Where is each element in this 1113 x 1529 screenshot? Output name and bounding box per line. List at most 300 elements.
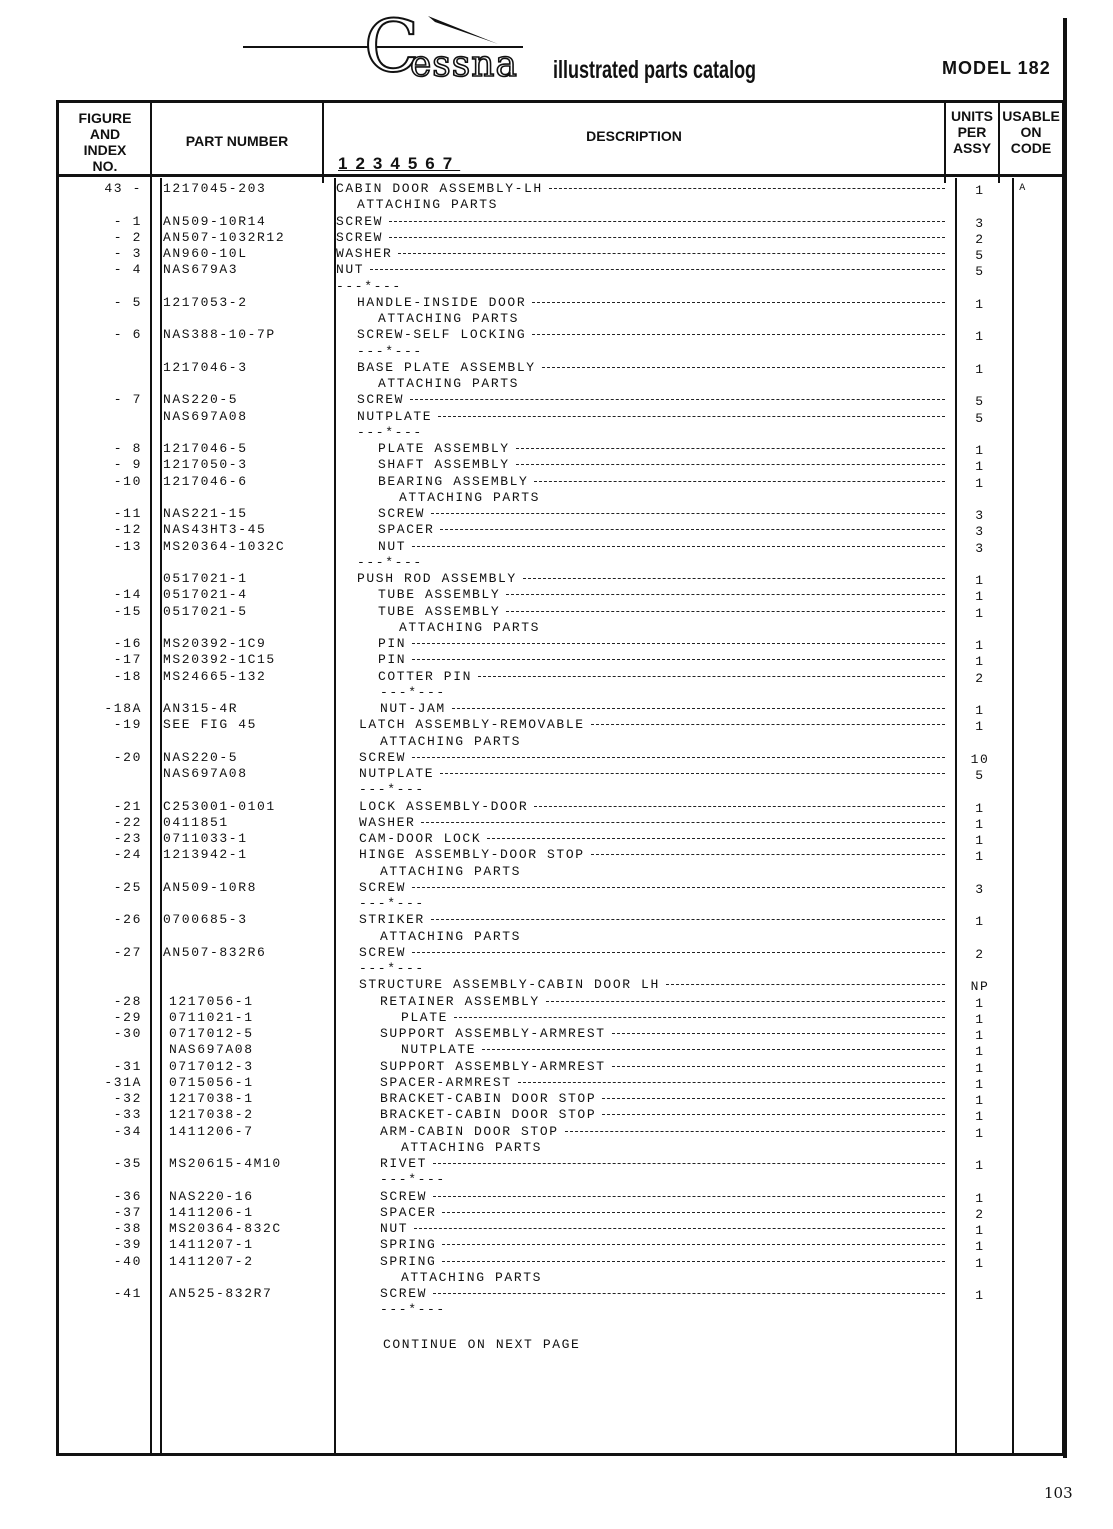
- row-description: [380, 1107, 945, 1122]
- row-description: [359, 912, 945, 927]
- row-description-text: ATTACHING PARTS: [401, 1140, 543, 1155]
- row-units: 5: [975, 768, 985, 783]
- col-divider-figure: [150, 103, 152, 1453]
- row-description: [336, 214, 945, 229]
- row-usable-code: A: [1019, 183, 1027, 194]
- row-part-number: NAS388-10-7P: [163, 327, 276, 342]
- row-description-text: NUT: [336, 262, 365, 277]
- row-leader-line: [412, 643, 945, 644]
- row-leader-line: [412, 952, 945, 953]
- row-description: [380, 685, 945, 700]
- row-leader-line: [389, 221, 945, 222]
- row-units: 1: [975, 654, 985, 669]
- row-leader-line: [549, 188, 945, 189]
- row-units: 3: [975, 216, 985, 231]
- row-index: -30: [113, 1026, 142, 1041]
- row-part-number: 1411207-1: [169, 1237, 254, 1252]
- row-description: [359, 750, 945, 765]
- row-description: [359, 945, 945, 960]
- row-index: -13: [113, 539, 142, 554]
- row-leader-line: [410, 399, 945, 400]
- row-description: [380, 1189, 945, 1204]
- row-description: [359, 977, 945, 992]
- row-description: [357, 197, 945, 212]
- row-description-text: BEARING ASSEMBLY: [378, 474, 529, 489]
- row-description-text: SUPPORT ASSEMBLY-ARMREST: [380, 1059, 606, 1074]
- row-part-number: MS20364-832C: [169, 1221, 282, 1236]
- row-description: [401, 1270, 945, 1285]
- row-index: -32: [113, 1091, 142, 1106]
- row-part-number: 0715056-1: [169, 1075, 254, 1090]
- row-part-number: 1217050-3: [163, 457, 248, 472]
- row-leader-line: [602, 1098, 945, 1099]
- row-description: [359, 896, 945, 911]
- row-index: -24: [113, 847, 142, 862]
- row-leader-line: [438, 416, 945, 417]
- row-units: 3: [975, 541, 985, 556]
- row-part-number: 0711021-1: [169, 1010, 254, 1025]
- row-description-text: SPRING: [380, 1254, 437, 1269]
- row-description: [336, 279, 945, 294]
- row-index: - 6: [113, 327, 142, 342]
- row-description: [357, 571, 945, 586]
- row-description-text: WASHER: [336, 246, 393, 261]
- row-description-text: TUBE ASSEMBLY: [378, 604, 501, 619]
- row-description-text: SPRING: [380, 1237, 437, 1252]
- row-units: 1: [975, 459, 985, 474]
- row-description-text: SCREW: [357, 392, 405, 407]
- row-index: -18A: [104, 701, 142, 716]
- row-description-text: ---*---: [380, 1172, 446, 1187]
- continue-note: CONTINUE ON NEXT PAGE: [383, 1337, 581, 1352]
- row-description-text: SCREW-SELF LOCKING: [357, 327, 527, 342]
- row-leader-line: [591, 854, 945, 855]
- row-part-number: AN507-832R6: [163, 945, 267, 960]
- row-leader-line: [442, 1261, 945, 1262]
- header-figure: FIGURE AND INDEX NO.: [78, 110, 132, 174]
- header-units: UNITS PER ASSY: [951, 108, 993, 156]
- row-leader-line: [412, 659, 945, 660]
- header-description: DESCRIPTION: [586, 128, 682, 144]
- row-units: 1: [975, 1028, 985, 1043]
- row-index: - 1: [113, 214, 142, 229]
- row-part-number: NAS220-16: [169, 1189, 254, 1204]
- row-description-text: SCREW: [359, 750, 407, 765]
- row-units: 1: [975, 1044, 985, 1059]
- row-leader-line: [412, 546, 945, 547]
- row-part-number: 1217046-5: [163, 441, 248, 456]
- row-part-number: NAS220-5: [163, 750, 239, 765]
- row-description-text: ---*---: [357, 425, 423, 440]
- page-right-rule: [1063, 18, 1067, 1458]
- row-index: -25: [113, 880, 142, 895]
- row-leader-line: [612, 1066, 945, 1067]
- row-description: [359, 766, 945, 781]
- row-description: [380, 1237, 945, 1252]
- row-leader-line: [482, 1049, 945, 1050]
- row-description-text: WASHER: [359, 815, 416, 830]
- row-part-number: 1411206-7: [169, 1124, 254, 1139]
- row-description: [378, 522, 945, 537]
- brand-initial: C: [364, 4, 420, 88]
- row-index: -14: [113, 587, 142, 602]
- row-units: 1: [975, 476, 985, 491]
- row-description-text: NUT: [378, 539, 407, 554]
- row-units: 2: [975, 671, 985, 686]
- row-part-number: 0517021-5: [163, 604, 248, 619]
- row-index: -18: [113, 669, 142, 684]
- row-index: -35: [113, 1156, 142, 1171]
- row-index: -37: [113, 1205, 142, 1220]
- row-part-number: 0717012-3: [169, 1059, 254, 1074]
- row-units: 10: [970, 752, 990, 767]
- row-description: [380, 1302, 945, 1317]
- row-part-number: 0411851: [163, 815, 229, 830]
- header-usable: USABLE ON CODE: [1002, 108, 1060, 156]
- row-description: [401, 1140, 945, 1155]
- row-leader-line: [532, 302, 945, 303]
- catalog-title: illustrated parts catalog: [553, 56, 757, 84]
- row-description-text: ATTACHING PARTS: [399, 490, 541, 505]
- catalog-header: [0, 0, 1113, 95]
- header-part-number: PART NUMBER: [185, 133, 289, 149]
- row-leader-line: [478, 676, 945, 677]
- row-description: [378, 474, 945, 489]
- row-leader-line: [516, 448, 945, 449]
- row-description-text: SPACER: [380, 1205, 437, 1220]
- row-leader-line: [442, 1212, 945, 1213]
- row-leader-line: [370, 269, 945, 270]
- row-units: 3: [975, 524, 985, 539]
- row-part-number: 0517021-4: [163, 587, 248, 602]
- row-description: [401, 1010, 945, 1025]
- row-units: 1: [975, 1223, 985, 1238]
- row-units: 2: [975, 1207, 985, 1222]
- row-leader-line: [421, 822, 945, 823]
- row-units: 3: [975, 508, 985, 523]
- row-part-number: 0700685-3: [163, 912, 248, 927]
- row-part-number: NAS697A08: [163, 766, 248, 781]
- row-description: [336, 181, 945, 196]
- row-description-text: SCREW: [380, 1189, 428, 1204]
- col-divider-units: [1012, 178, 1014, 1454]
- row-units: 1: [975, 1239, 985, 1254]
- row-description: [378, 506, 945, 521]
- row-part-number: NAS221-15: [163, 506, 248, 521]
- row-part-number: 1217053-2: [163, 295, 248, 310]
- row-index: - 8: [113, 441, 142, 456]
- header-rule: [59, 174, 1062, 177]
- row-description-text: ---*---: [380, 1302, 446, 1317]
- row-units: 1: [975, 719, 985, 734]
- row-description-text: SCREW: [336, 230, 384, 245]
- row-index: -17: [113, 652, 142, 667]
- row-units: 1: [975, 833, 985, 848]
- row-leader-line: [518, 1082, 945, 1083]
- indent-scale: 1234567: [338, 154, 461, 173]
- row-units: 1: [975, 297, 985, 312]
- row-units: 1: [975, 1061, 985, 1076]
- row-description-text: STRUCTURE ASSEMBLY-CABIN DOOR LH: [359, 977, 660, 992]
- row-leader-line: [506, 594, 945, 595]
- row-description: [378, 376, 945, 391]
- row-index: -40: [113, 1254, 142, 1269]
- row-description-text: HINGE ASSEMBLY-DOOR STOP: [359, 847, 585, 862]
- row-description-text: TUBE ASSEMBLY: [378, 587, 501, 602]
- row-leader-line: [433, 1196, 945, 1197]
- row-description: [380, 1205, 945, 1220]
- row-leader-line: [431, 919, 945, 920]
- row-part-number: 0717012-5: [169, 1026, 254, 1041]
- row-units: 3: [975, 882, 985, 897]
- row-index: -36: [113, 1189, 142, 1204]
- row-description-text: ATTACHING PARTS: [380, 734, 522, 749]
- row-units: 1: [975, 1256, 985, 1271]
- row-index: -19: [113, 717, 142, 732]
- col-divider-figure-body: [160, 178, 162, 1454]
- row-description: [380, 1091, 945, 1106]
- row-part-number: 0711033-1: [163, 831, 248, 846]
- row-index: -27: [113, 945, 142, 960]
- row-description-text: BRACKET-CABIN DOOR STOP: [380, 1107, 597, 1122]
- row-part-number: 1411206-1: [169, 1205, 254, 1220]
- row-description-text: NUT: [380, 1221, 409, 1236]
- row-leader-line: [565, 1131, 945, 1132]
- row-units: 1: [975, 573, 985, 588]
- row-leader-line: [398, 253, 945, 254]
- row-description-text: ---*---: [357, 555, 423, 570]
- brand-wordmark: essna: [410, 44, 518, 85]
- row-description: [380, 994, 945, 1009]
- row-index: 43 -: [104, 181, 142, 196]
- row-description-text: ATTACHING PARTS: [380, 929, 522, 944]
- row-description-text: SCREW: [359, 945, 407, 960]
- row-index: -11: [113, 506, 142, 521]
- row-part-number: MS20392-1C15: [163, 652, 276, 667]
- row-units: 2: [975, 232, 985, 247]
- row-description-text: SUPPORT ASSEMBLY-ARMREST: [380, 1026, 606, 1041]
- row-description-text: ATTACHING PARTS: [401, 1270, 543, 1285]
- row-index: - 4: [113, 262, 142, 277]
- row-index: -16: [113, 636, 142, 651]
- row-units: 1: [975, 996, 985, 1011]
- row-description-text: ATTACHING PARTS: [380, 864, 522, 879]
- row-units: 1: [975, 849, 985, 864]
- row-description: [380, 1075, 945, 1090]
- row-description: [380, 929, 945, 944]
- row-description-text: NUTPLATE: [359, 766, 435, 781]
- row-part-number: 0517021-1: [163, 571, 248, 586]
- row-description: [399, 620, 945, 635]
- row-part-number: 1217045-203: [163, 181, 267, 196]
- row-units: 1: [975, 801, 985, 816]
- row-index: -21: [113, 799, 142, 814]
- row-description: [359, 831, 945, 846]
- row-index: -20: [113, 750, 142, 765]
- row-part-number: NAS697A08: [169, 1042, 254, 1057]
- row-units: 1: [975, 329, 985, 344]
- row-leader-line: [414, 1228, 945, 1229]
- col-divider-part: [334, 178, 336, 1454]
- row-index: -23: [113, 831, 142, 846]
- row-description: [357, 392, 945, 407]
- row-description-text: HANDLE-INSIDE DOOR: [357, 295, 527, 310]
- row-units: 1: [975, 1191, 985, 1206]
- row-description: [378, 587, 945, 602]
- row-part-number: 1213942-1: [163, 847, 248, 862]
- row-index: -31: [113, 1059, 142, 1074]
- row-leader-line: [487, 838, 945, 839]
- row-description: [380, 1059, 945, 1074]
- row-units: 1: [975, 1093, 985, 1108]
- row-units: 1: [975, 606, 985, 621]
- row-part-number: 1217056-1: [169, 994, 254, 1009]
- row-description: [380, 1026, 945, 1041]
- row-part-number: MS20364-1032C: [163, 539, 286, 554]
- row-units: 1: [975, 817, 985, 832]
- row-part-number: AN509-10R8: [163, 880, 258, 895]
- row-units: 1: [975, 1158, 985, 1173]
- row-description-text: LOCK ASSEMBLY-DOOR: [359, 799, 529, 814]
- row-units: 1: [975, 638, 985, 653]
- row-part-number: MS20392-1C9: [163, 636, 267, 651]
- model-label: MODEL 182: [942, 58, 1051, 78]
- row-description-text: ---*---: [380, 685, 446, 700]
- row-description: [378, 539, 945, 554]
- row-description-text: STRIKER: [359, 912, 425, 927]
- row-description-text: ATTACHING PARTS: [357, 197, 499, 212]
- row-index: -12: [113, 522, 142, 537]
- row-units: NP: [970, 979, 990, 994]
- row-leader-line: [523, 578, 945, 579]
- row-description-text: LATCH ASSEMBLY-REMOVABLE: [359, 717, 585, 732]
- row-index: -31A: [104, 1075, 142, 1090]
- row-index: -28: [113, 994, 142, 1009]
- row-description-text: SCREW: [336, 214, 384, 229]
- row-description: [336, 230, 945, 245]
- row-description: [380, 1254, 945, 1269]
- row-index: -22: [113, 815, 142, 830]
- row-units: 2: [975, 947, 985, 962]
- row-part-number: AN315-4R: [163, 701, 239, 716]
- row-part-number: NAS679A3: [163, 262, 239, 277]
- row-leader-line: [546, 1001, 945, 1002]
- row-part-number: 1217046-3: [163, 360, 248, 375]
- row-description: [380, 1172, 945, 1187]
- row-part-number: NAS697A08: [163, 409, 248, 424]
- row-description-text: PUSH ROD ASSEMBLY: [357, 571, 517, 586]
- row-leader-line: [666, 984, 945, 985]
- row-description-text: ---*---: [359, 782, 425, 797]
- row-description: [380, 734, 945, 749]
- row-index: -41: [113, 1286, 142, 1301]
- row-description: [359, 961, 945, 976]
- row-index: - 7: [113, 392, 142, 407]
- row-units: 5: [975, 248, 985, 263]
- row-index: -15: [113, 604, 142, 619]
- row-description: [359, 815, 945, 830]
- row-description-text: ATTACHING PARTS: [378, 376, 520, 391]
- row-description: [336, 246, 945, 261]
- row-part-number: AN509-10R14: [163, 214, 267, 229]
- row-description: [336, 262, 945, 277]
- row-leader-line: [542, 367, 945, 368]
- row-index: - 2: [113, 230, 142, 245]
- row-description-text: SHAFT ASSEMBLY: [378, 457, 510, 472]
- row-units: 1: [975, 183, 985, 198]
- row-description-text: BASE PLATE ASSEMBLY: [357, 360, 536, 375]
- row-description-text: SPACER-ARMREST: [380, 1075, 512, 1090]
- row-units: 1: [975, 703, 985, 718]
- row-leader-line: [612, 1033, 945, 1034]
- row-leader-line: [506, 611, 945, 612]
- row-leader-line: [433, 1293, 945, 1294]
- row-description: [401, 1042, 945, 1057]
- row-description: [378, 311, 945, 326]
- row-description-text: CABIN DOOR ASSEMBLY-LH: [336, 181, 543, 196]
- row-leader-line: [431, 513, 945, 514]
- row-units: 5: [975, 411, 985, 426]
- row-units: 1: [975, 443, 985, 458]
- row-leader-line: [440, 773, 945, 774]
- row-leader-line: [534, 806, 945, 807]
- row-leader-line: [442, 1244, 945, 1245]
- row-description: [359, 847, 945, 862]
- row-description: [378, 604, 945, 619]
- row-leader-line: [452, 708, 945, 709]
- row-index: - 9: [113, 457, 142, 472]
- row-description: [380, 1286, 945, 1301]
- row-description-text: SPACER: [378, 522, 435, 537]
- row-description-text: BRACKET-CABIN DOOR STOP: [380, 1091, 597, 1106]
- row-leader-line: [454, 1017, 945, 1018]
- row-index: -29: [113, 1010, 142, 1025]
- row-description: [357, 409, 945, 424]
- row-part-number: NAS43HT3-45: [163, 522, 267, 537]
- row-part-number: AN507-1032R12: [163, 230, 286, 245]
- row-description-text: RIVET: [380, 1156, 428, 1171]
- row-description: [357, 295, 945, 310]
- row-description-text: ATTACHING PARTS: [399, 620, 541, 635]
- row-description-text: PIN: [378, 636, 407, 651]
- row-description: [380, 1156, 945, 1171]
- row-description-text: SCREW: [359, 880, 407, 895]
- row-description-text: RETAINER ASSEMBLY: [380, 994, 540, 1009]
- row-part-number: AN960-10L: [163, 246, 248, 261]
- row-description: [357, 327, 945, 342]
- row-index: -26: [113, 912, 142, 927]
- row-description-text: NUTPLATE: [401, 1042, 477, 1057]
- row-index: - 5: [113, 295, 142, 310]
- row-units: 1: [975, 914, 985, 929]
- row-description: [378, 441, 945, 456]
- row-leader-line: [412, 757, 945, 758]
- row-description: [380, 701, 945, 716]
- row-description: [399, 490, 945, 505]
- row-units: 1: [975, 362, 985, 377]
- row-description: [357, 344, 945, 359]
- row-description: [378, 669, 945, 684]
- row-description-text: ---*---: [336, 279, 402, 294]
- row-index: - 3: [113, 246, 142, 261]
- row-units: 1: [975, 589, 985, 604]
- row-description-text: PIN: [378, 652, 407, 667]
- row-leader-line: [591, 724, 945, 725]
- row-description-text: CAM-DOOR LOCK: [359, 831, 482, 846]
- row-description-text: ---*---: [357, 344, 423, 359]
- row-leader-line: [516, 464, 945, 465]
- row-description: [380, 864, 945, 879]
